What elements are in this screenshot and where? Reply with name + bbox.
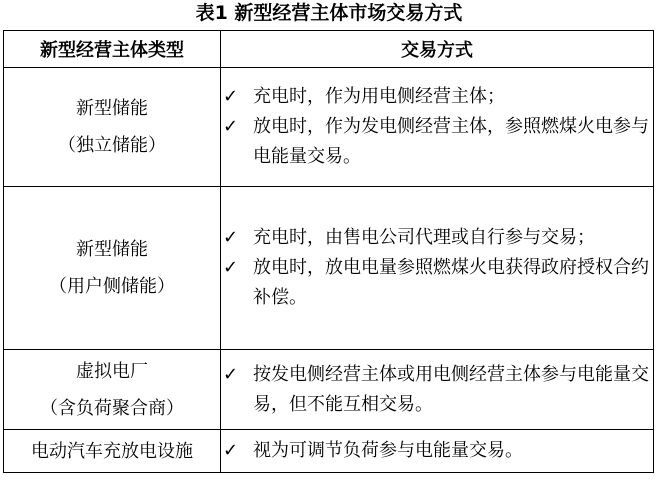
- table-header-row: [4, 31, 654, 68]
- item-text: 按发电侧经营主体或用电侧经营主体参与电能量交易，但不能互相交易。: [253, 363, 649, 415]
- list-item: [221, 436, 653, 466]
- table-caption: 表1 新型经营主体市场交易方式: [195, 2, 463, 24]
- check-icon: ✓: [223, 363, 239, 385]
- item-text: 放电时，作为发电侧经营主体，参照燃煤火电参与电能量交易。: [253, 116, 649, 167]
- list-item: [221, 82, 653, 112]
- check-icon: ✓: [223, 116, 239, 137]
- type-name: 新型储能: [76, 239, 148, 260]
- list-item: [221, 360, 653, 420]
- type-subtitle: （独立储能）: [58, 135, 166, 156]
- type-cell: [4, 68, 221, 187]
- mode-cell: [221, 350, 654, 430]
- type-name: 电动汽车充放电设施: [31, 440, 193, 462]
- header-mode: 交易方式: [221, 31, 654, 68]
- list-item: [221, 112, 653, 172]
- item-text: 放电时，放电电量参照燃煤火电获得政府授权合约补偿。: [253, 257, 649, 308]
- check-icon: ✓: [223, 257, 239, 278]
- item-text: 充电时，由售电公司代理或自行参与交易；: [253, 227, 595, 248]
- table-row: [4, 68, 654, 187]
- table-row: [4, 187, 654, 350]
- header-type: 新型经营主体类型: [4, 31, 221, 68]
- item-text: 充电时，作为用电侧经营主体；: [253, 86, 505, 107]
- table-row: [4, 350, 654, 430]
- type-cell: [4, 430, 221, 473]
- type-name: 虚拟电厂: [76, 360, 148, 382]
- type-cell: [4, 350, 221, 430]
- table-row: [4, 430, 654, 473]
- trading-table: [3, 30, 654, 473]
- type-subtitle: （用户侧储能）: [49, 276, 175, 297]
- item-text: 视为可调节负荷参与电能量交易。: [253, 440, 523, 461]
- mode-cell: [221, 430, 654, 473]
- check-icon: ✓: [223, 86, 239, 107]
- list-item: [221, 223, 653, 253]
- check-icon: ✓: [223, 227, 239, 248]
- type-cell: [4, 187, 221, 350]
- check-icon: ✓: [223, 440, 239, 461]
- type-name: 新型储能: [76, 98, 148, 119]
- mode-cell: [221, 187, 654, 350]
- type-subtitle: （含负荷聚合商）: [40, 397, 184, 419]
- list-item: [221, 253, 653, 313]
- mode-cell: [221, 68, 654, 187]
